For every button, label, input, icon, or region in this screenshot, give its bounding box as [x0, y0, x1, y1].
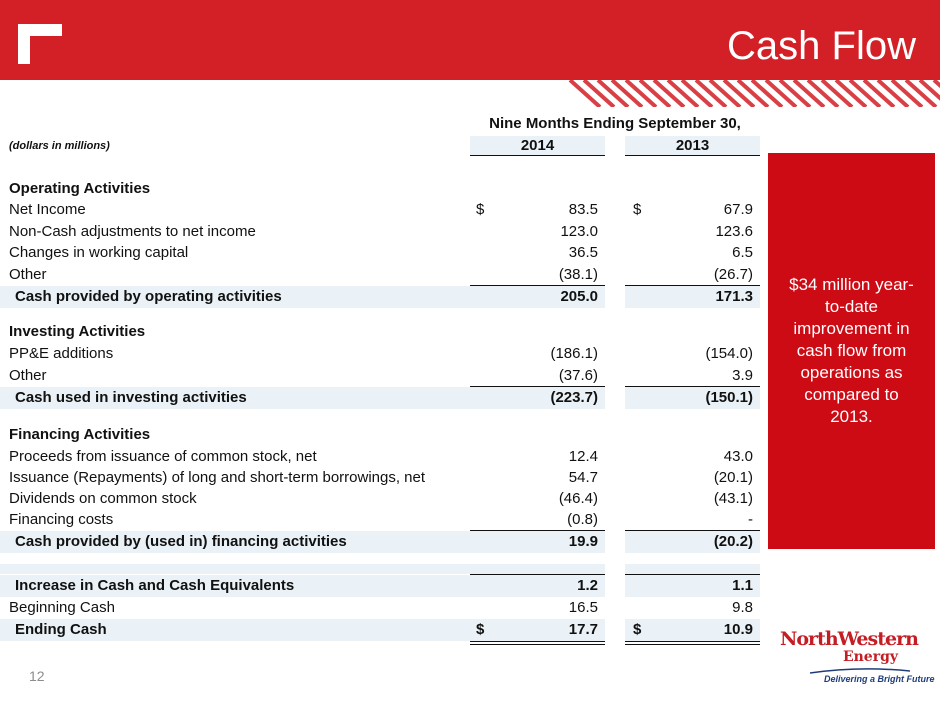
value-2014: 16.5 — [568, 599, 598, 616]
section-header-financing — [0, 424, 760, 446]
value-2013: - — [748, 511, 753, 528]
value-2014: (38.1) — [558, 266, 598, 283]
highlight-callout — [768, 153, 935, 549]
row-label: Ending Cash — [15, 621, 107, 638]
row-label: Investing Activities — [9, 323, 146, 340]
total-double-rule — [625, 641, 760, 642]
value-2014: (223.7) — [550, 389, 598, 406]
value-2013: 1.1 — [732, 577, 753, 594]
company-logo — [780, 628, 935, 690]
value-2014: (186.1) — [550, 345, 598, 362]
value-2014: (37.6) — [558, 367, 598, 384]
row-label: Increase in Cash and Cash Equivalents — [15, 577, 295, 594]
table-row-dividends — [0, 488, 760, 510]
column-gap — [605, 387, 625, 409]
row-label: Non-Cash adjustments to net income — [9, 223, 256, 240]
row-label: Other — [9, 266, 47, 283]
brand-tagline: Delivering a Bright Future — [824, 674, 935, 684]
table-row-ending-cash — [0, 619, 760, 641]
value-2013: 9.8 — [732, 599, 753, 616]
column-gap — [605, 564, 625, 597]
value-2013: 43.0 — [723, 448, 753, 465]
currency-symbol: $ — [633, 201, 642, 218]
table-row-increase-in-cash — [0, 575, 760, 597]
row-label: Changes in working capital — [9, 244, 189, 261]
row-label: Cash provided by operating activities — [15, 288, 282, 305]
column-gap — [605, 619, 625, 645]
table-row-investing-total — [0, 387, 760, 409]
row-label: Financing costs — [9, 511, 114, 528]
value-2014: 36.5 — [568, 244, 598, 261]
value-2014: 54.7 — [568, 469, 598, 486]
value-2013: (20.1) — [713, 469, 753, 486]
row-label: Beginning Cash — [9, 599, 115, 616]
table-row-noncash — [0, 221, 760, 243]
value-2013: 6.5 — [732, 244, 753, 261]
value-2013: 3.9 — [732, 367, 753, 384]
table-row-financing-total — [0, 531, 760, 553]
value-2014: 83.5 — [568, 201, 598, 218]
section-header-operating — [0, 178, 760, 200]
table-row-working-capital — [0, 242, 760, 264]
row-label: Proceeds from issuance of common stock, net — [9, 448, 317, 465]
period-header: Nine Months Ending September 30, — [489, 115, 741, 132]
column-header-2013: 2013 — [625, 136, 760, 156]
table-row-ppe — [0, 343, 760, 365]
row-label: Operating Activities — [9, 180, 151, 197]
column-gap — [605, 531, 625, 553]
value-2013: (154.0) — [705, 345, 753, 362]
row-label: Cash used in investing activities — [15, 389, 247, 406]
column-header-2014: 2014 — [470, 136, 605, 156]
total-double-rule — [625, 644, 760, 645]
row-label: Other — [9, 367, 47, 384]
section-header-investing — [0, 321, 760, 343]
row-label: Dividends on common stock — [9, 490, 197, 507]
table-row-net-income — [0, 199, 760, 221]
value-2013: (43.1) — [713, 490, 753, 507]
value-2013: 67.9 — [723, 201, 753, 218]
row-label: PP&E additions — [9, 345, 114, 362]
slide-title: Cash Flow — [727, 24, 916, 68]
value-2013: 10.9 — [723, 621, 753, 638]
brand-name: NorthWestern — [780, 628, 918, 650]
value-2014: 123.0 — [560, 223, 598, 240]
currency-symbol: $ — [633, 621, 642, 638]
table-row-beginning-cash — [0, 597, 760, 619]
value-2013: (150.1) — [705, 389, 753, 406]
value-2014: (46.4) — [558, 490, 598, 507]
value-2014: 12.4 — [568, 448, 598, 465]
callout-text: $34 million year-to-date improvement in cash flow from operations as compared to 2013. — [789, 275, 914, 426]
currency-symbol: $ — [476, 621, 485, 638]
column-gap — [605, 286, 625, 308]
table-row-investing-other — [0, 365, 760, 387]
value-2013: (26.7) — [713, 266, 753, 283]
table-row-operating-other — [0, 264, 760, 286]
brand-sub: Energy — [842, 649, 898, 665]
unit-note: (dollars in millions) — [9, 140, 110, 152]
value-2013: (20.2) — [713, 533, 753, 550]
row-label: Issuance (Repayments) of long and short-term borrowings, net — [9, 469, 426, 486]
row-label: Cash provided by (used in) financing activities — [15, 533, 347, 550]
value-2014: 205.0 — [560, 288, 598, 305]
page-number: 12 — [29, 668, 45, 684]
table-row-financing-costs — [0, 509, 760, 531]
row-label: Financing Activities — [9, 426, 151, 443]
value-2013: 123.6 — [715, 223, 753, 240]
row-label: Net Income — [9, 201, 86, 218]
spacer-band — [0, 564, 760, 574]
value-2013: 171.3 — [715, 288, 753, 305]
value-2014: 17.7 — [568, 621, 598, 638]
total-double-rule — [470, 644, 605, 645]
table-row-operating-total — [0, 286, 760, 308]
table-row-common-stock — [0, 446, 760, 468]
value-2014: 19.9 — [568, 533, 598, 550]
value-2014: 1.2 — [577, 577, 598, 594]
currency-symbol: $ — [476, 201, 485, 218]
value-2014: (0.8) — [567, 511, 598, 528]
table-row-borrowings — [0, 467, 760, 489]
total-double-rule — [470, 641, 605, 642]
